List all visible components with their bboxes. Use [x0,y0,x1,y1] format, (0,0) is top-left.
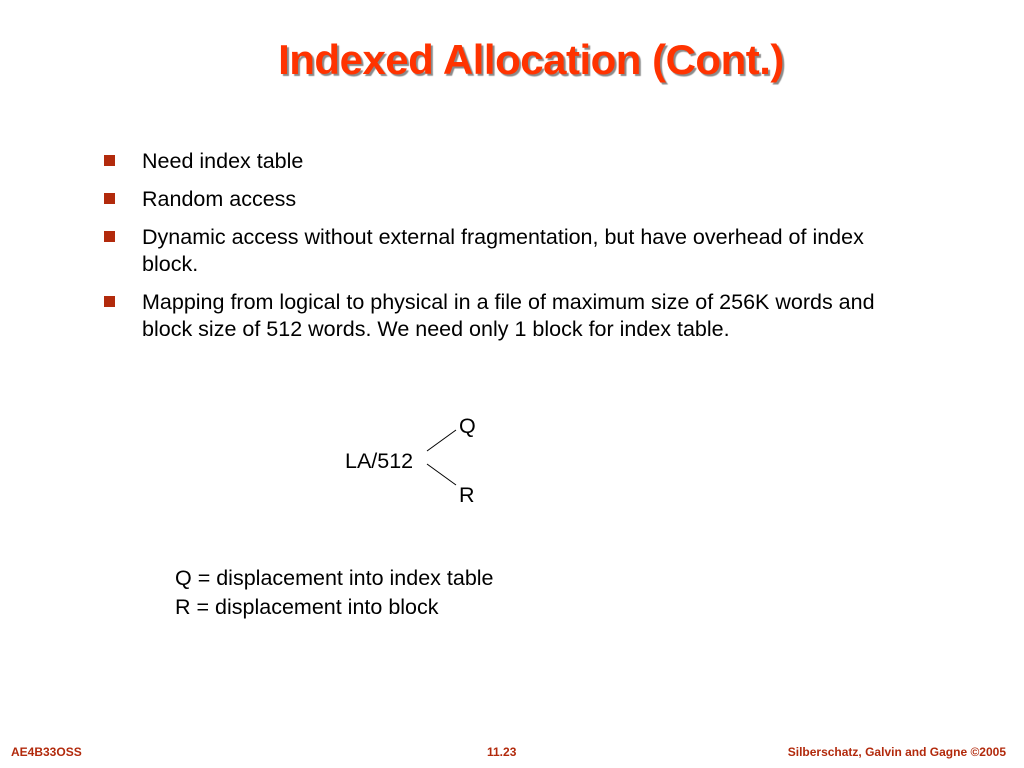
definition-q: Q = displacement into index table [175,566,494,590]
diagram-dividend: LA/512 [345,449,414,473]
square-bullet-icon [104,231,115,242]
definitions [175,564,494,622]
definition-r: R = displacement into block [175,595,439,619]
bullet-text: Dynamic access without external fragmentation, but have overhead of index block. [142,225,864,276]
square-bullet-icon [104,155,115,166]
footer-copyright: Silberschatz, Galvin and Gagne ©2005 [787,745,1006,759]
page-title: Indexed Allocation (Cont.) [278,36,784,83]
diagram-quotient: Q [459,414,476,438]
bullet-text: Mapping from logical to physical in a file of maximum size of 256K words and block size of 512 words. We need only 1 block for index table. [142,290,875,341]
square-bullet-icon [104,296,115,307]
bullet-item [104,289,894,343]
quotient-branch-line [427,430,456,451]
bullet-text: Need index table [142,149,304,173]
bullet-item [104,148,894,175]
diagram-remainder: R [459,483,475,507]
bullet-item [104,186,894,213]
square-bullet-icon [104,193,115,204]
bullet-text: Random access [142,187,297,211]
footer-course-code: AE4B33OSS [11,745,82,759]
remainder-branch-line [427,464,456,485]
bullet-list [104,148,894,354]
footer-page-number: 11.23 [487,745,517,759]
bullet-item [104,224,894,278]
